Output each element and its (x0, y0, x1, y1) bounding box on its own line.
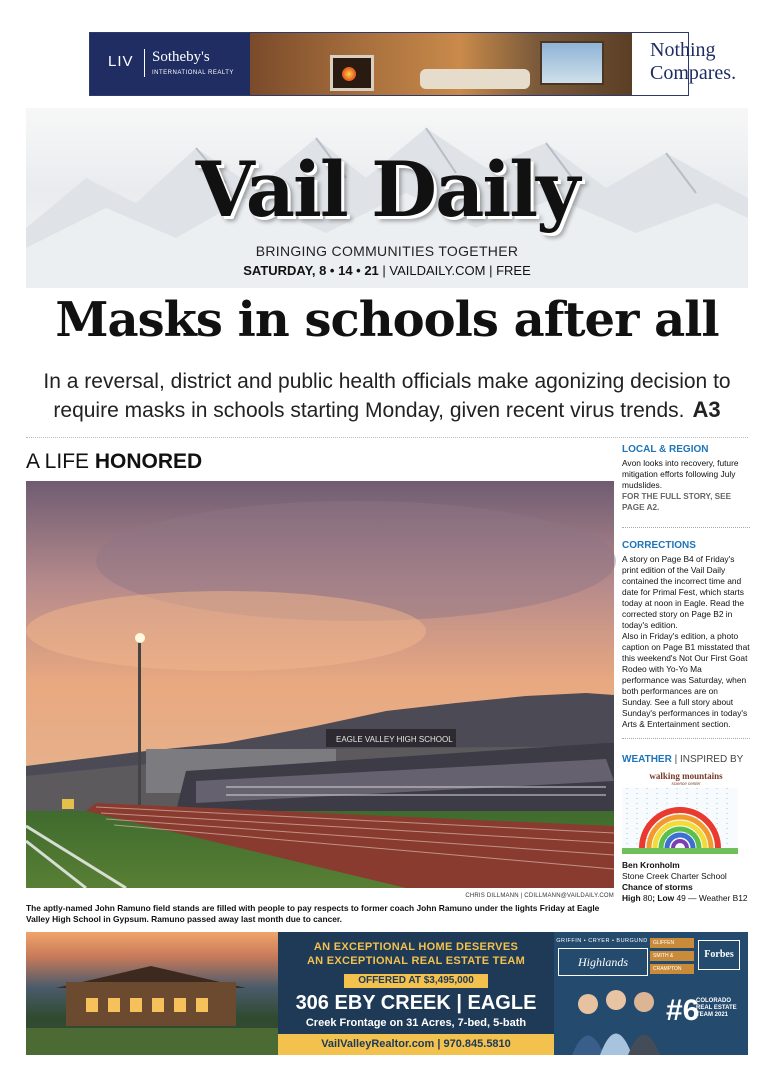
local-region-heading[interactable]: LOCAL & REGION (622, 444, 709, 455)
temperature-line (622, 893, 750, 904)
high-temp: 80 (642, 893, 653, 903)
sothebys-brand (90, 33, 250, 95)
ad-address: 306 EBY CREEK | EAGLE (295, 992, 537, 1014)
forbes-logo: Forbes (698, 940, 740, 970)
photo-credit: CHRIS DILLMANN | CDILLMANN@VAILDAILY.COM (465, 893, 614, 899)
ad-agent-list (650, 938, 694, 977)
house-lawn (26, 1028, 278, 1055)
ad-contact[interactable]: VailValleyRealtor.com | 970.845.5810 (278, 1034, 554, 1055)
bottom-advertisement[interactable] (26, 932, 748, 1055)
ad-team-names: GRIFFIN • CRYER • BURGUND (556, 938, 648, 944)
low-temp: 49 (676, 893, 686, 903)
weather-heading[interactable]: WEATHER (622, 754, 672, 765)
scoreboard-text: EAGLE VALLEY HIGH SCHOOL (336, 735, 453, 744)
ad-tagline-line1: Nothing (650, 39, 716, 61)
feature-section-heading (26, 450, 202, 474)
feature-heading-light: A LIFE (26, 450, 90, 473)
artist-name: Ben Kronholm (622, 860, 680, 870)
agent-label: GLIFFEN (650, 938, 694, 948)
flame-image (342, 67, 356, 81)
ad-pitch-line2: AN EXCEPTIONAL REAL ESTATE TEAM (306, 955, 526, 967)
top-advertisement[interactable] (89, 32, 737, 96)
lead-deck (26, 368, 748, 425)
liv-logo: LIV (108, 53, 134, 70)
agent-label: CRAMPTON (650, 964, 694, 974)
photo-caption: The aptly-named John Ramuno field stands are filled with people to pay respects to former coach John Ramuno under the lights Friday at Eagle Valley High School in Gypsum. Ramuno passed away last month due to cancer. (26, 903, 600, 924)
lead-deck-text: In a reversal, district and public health officials make agonizing decision to require masks in schools starting Monday, given recent virus trends. (43, 370, 731, 422)
brand-divider (144, 49, 145, 77)
weather-page-ref[interactable]: — Weather B12 (685, 893, 748, 903)
sidebar-divider (622, 527, 750, 528)
lead-headline[interactable]: Masks in schools after all (55, 292, 719, 348)
feature-photo[interactable] (26, 481, 614, 888)
issue-date: SATURDAY, 8 • 14 • 21 (243, 263, 379, 278)
site-and-price: | VAILDAILY.COM | FREE (378, 263, 531, 278)
highlands-logo: Highlands (558, 948, 648, 976)
sponsor-name: walking mountains (649, 771, 723, 781)
weather-heading-row (622, 749, 750, 767)
local-region-ref[interactable]: FOR THE FULL STORY, SEE PAGE A2. (622, 492, 732, 512)
ad-tagline (650, 39, 780, 85)
sidebar-divider (622, 738, 750, 739)
sofa-image (420, 69, 530, 89)
high-label: High (622, 893, 641, 903)
rainbow-drawing (622, 788, 738, 854)
dateline (0, 263, 774, 278)
ranking-number: #6 (666, 994, 700, 1027)
ad-tagline-line2: Compares. (650, 62, 737, 84)
ad-pitch-line1: AN EXCEPTIONAL HOME DESERVES (313, 941, 519, 953)
window-image (540, 41, 604, 85)
ad-room-photo (250, 33, 632, 95)
stadium-photo (26, 481, 614, 888)
ad-features: Creek Frontage on 31 Acres, 7-bed, 5-bath (305, 1017, 527, 1029)
lead-page-ref[interactable]: A3 (692, 397, 721, 422)
ad-pitch (278, 940, 554, 968)
inspired-by-label: | INSPIRED BY (671, 754, 744, 765)
agents-photo (566, 982, 666, 1055)
ranking-text: COLORADO REAL ESTATE TEAM 2021 (696, 998, 737, 1018)
corrections-heading[interactable]: CORRECTIONS (622, 540, 696, 551)
section-divider (26, 437, 748, 438)
artist-school: Stone Creek Charter School (622, 871, 727, 881)
feature-heading-bold: HONORED (94, 450, 203, 473)
local-region-text: Avon looks into recovery, future mitigation efforts following July mudslides. (622, 458, 739, 490)
low-label: ; Low (652, 893, 675, 903)
house-windows (86, 998, 216, 1012)
corrections-text-2: Also in Friday's edition, a photo caption on Page B1 misstated that this weekend's Not Our First Goat Rodeo with Yo-Yo Ma performance was Saturday, when both performances are on Sunday. See a full story about Sunday's performances in today's Arts & Entertainment section. (622, 631, 750, 729)
sothebys-subtitle: INTERNATIONAL REALTY (152, 70, 234, 76)
agent-label: SMITH & (650, 951, 694, 961)
ad-offer-price: OFFERED AT $3,495,000 (344, 974, 488, 988)
forecast-text: Chance of storms (622, 882, 693, 892)
corrections-text-1: A story on Page B4 of Friday's print edition of the Vail Daily contained the incorrect time and date for Primal Fest, which starts today at noon in Eagle. Read the corrected story on Page B2 in today's edition. (622, 554, 744, 630)
masthead-title: Vail Daily (195, 145, 579, 234)
sothebys-name: Sotheby's (152, 49, 210, 65)
walking-mountains-logo (622, 771, 750, 786)
sponsor-subtitle: science center (671, 781, 701, 786)
sidebar (622, 440, 750, 904)
masthead-slogan: BRINGING COMMUNITIES TOGETHER (255, 243, 519, 259)
